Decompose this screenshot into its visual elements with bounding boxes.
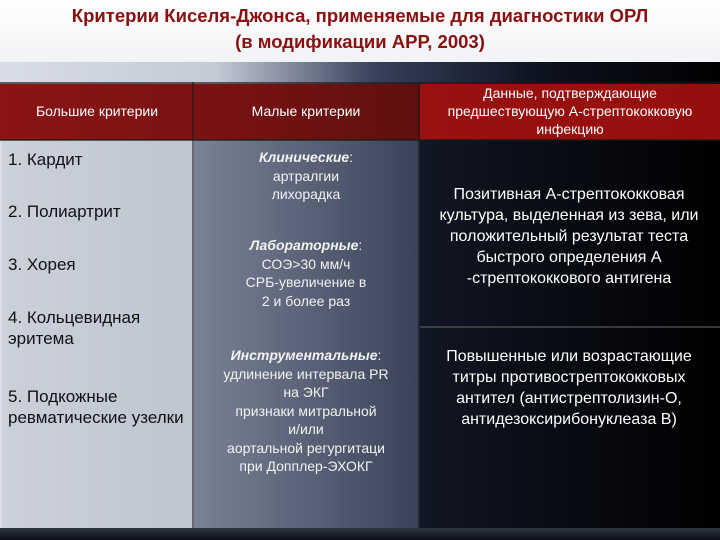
minor-lab-line-3: 2 и более раз xyxy=(261,292,351,309)
evidence-titers-text: Повышенные или возрастающие титры противострептококковых антител (антистрептолизин-О, антидезоксирибонуклеаза В) xyxy=(446,348,692,428)
minor-instr-line-5: аортальной регургитаци xyxy=(227,439,385,456)
minor-instr-line-4: и/или xyxy=(288,421,324,437)
minor-instr-block: Инструментальные: удлинение интервала PR на ЭКГ признаки митральной и/или аортальной регургитаци при Допплер-ЭХОКГ xyxy=(194,346,418,476)
header-evidence: Данные, подтверждающие предшествующую А-стрептококковую инфекцию xyxy=(447,85,693,137)
minor-clinical-line-2: лихорадка xyxy=(271,186,341,202)
major-criterion-4: 4. Кольцевидная эритема xyxy=(8,308,141,348)
slide-title xyxy=(0,4,720,53)
col-divider-2 xyxy=(418,82,420,528)
minor-instr-line-2: на ЭКГ xyxy=(283,384,329,400)
minor-instr-line-3: признаки митральной xyxy=(235,402,377,419)
minor-instr-line-6: при Допплер-ЭХОКГ xyxy=(239,458,373,474)
title-line-1: Критерии Киселя-Джонса, применяемые для диагностики ОРЛ xyxy=(71,5,649,26)
title-line-2: (в модификации АРР, 2003) xyxy=(235,31,485,52)
table-top-border xyxy=(0,82,720,84)
minor-lab-line-1: СОЭ>30 мм/ч xyxy=(261,255,351,272)
minor-clinical-block: Клинические: артралгии лихорадка xyxy=(194,148,418,204)
minor-lab-title: Лабораторные xyxy=(249,237,359,253)
major-criterion-5: 5. Подкожные ревматические узелки xyxy=(8,387,184,427)
header-minor-criteria: Малые критерии xyxy=(251,103,361,119)
header-major-criteria: Большие критерии xyxy=(35,103,159,119)
minor-clinical-line-1: артралгии xyxy=(272,167,340,184)
header-bottom-border xyxy=(0,139,720,141)
bottom-band xyxy=(0,528,720,540)
minor-clinical-title: Клинические xyxy=(258,149,350,165)
major-criterion-1: 1. Кардит xyxy=(8,150,83,169)
minor-instr-line-1: удлинение интервала PR xyxy=(223,365,389,382)
minor-instr-title: Инструментальные xyxy=(230,347,378,363)
minor-lab-block: Лабораторные: СОЭ>30 мм/ч СРБ-увеличение в 2 и более раз xyxy=(194,236,418,310)
minor-lab-line-2: СРБ-увеличение в xyxy=(245,274,367,290)
evidence-culture-text: Позитивная А-стрептококковая культура, выделенная из зева, или положительный результат теста быстрого определения А -стрептококкового антигена xyxy=(439,186,699,287)
major-criterion-3: 3. Хорея xyxy=(8,255,76,274)
major-criterion-2: 2. Полиартрит xyxy=(8,202,121,221)
evidence-row-divider xyxy=(420,326,720,328)
